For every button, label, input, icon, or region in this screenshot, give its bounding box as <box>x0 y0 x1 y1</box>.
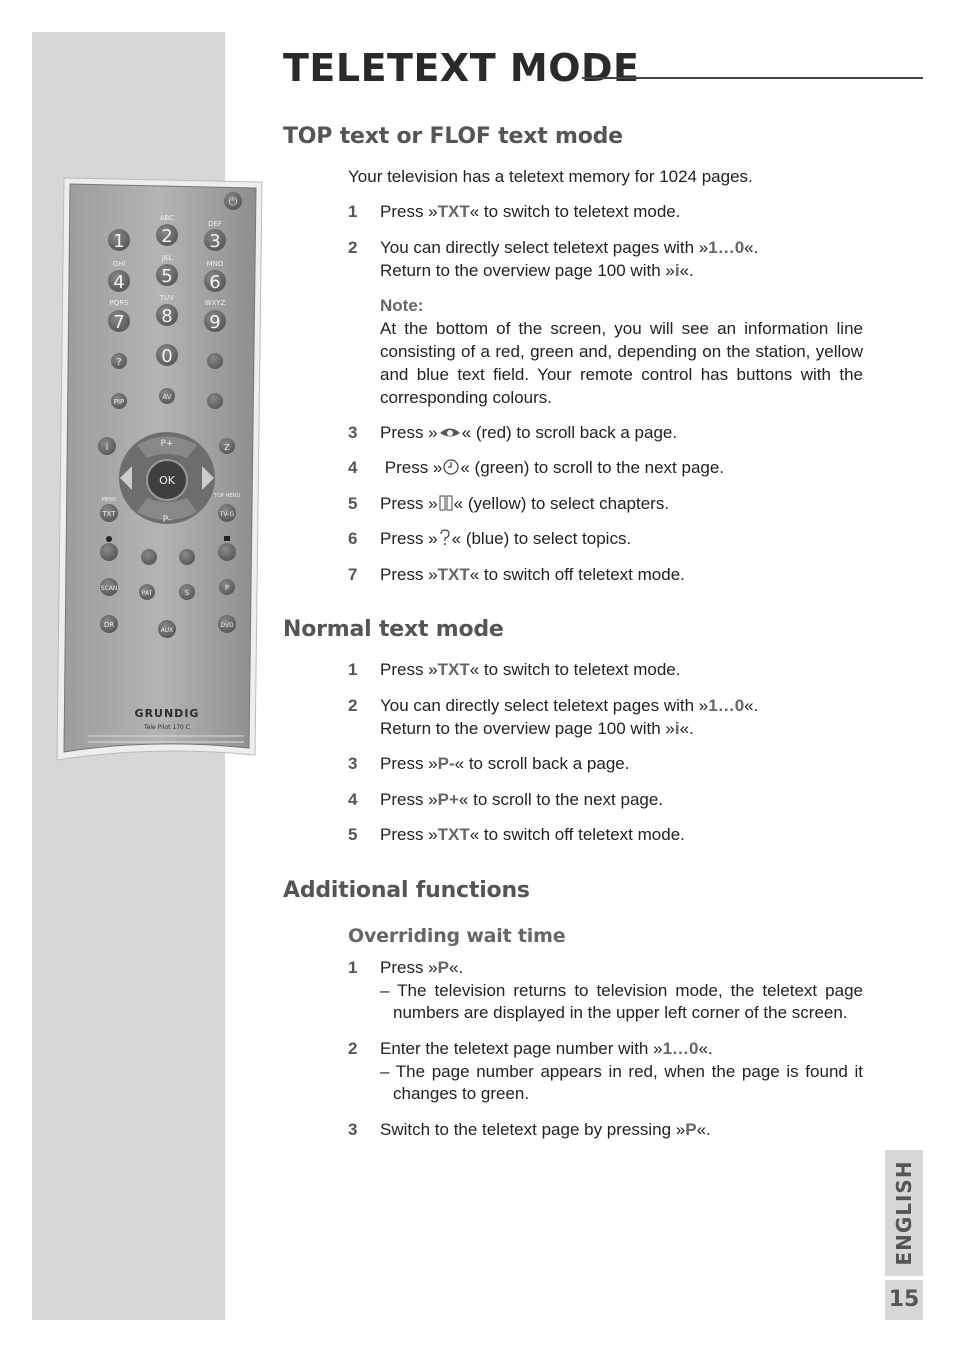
remote-label-pminus: P- <box>162 515 172 525</box>
heading-normal-text: Normal text mode <box>283 617 504 642</box>
heading-top-text: TOP text or FLOF text mode <box>283 124 623 149</box>
remote-key-3: 3 <box>209 231 221 252</box>
eye-icon <box>439 426 461 440</box>
note-block: Note: At the bottom of the screen, you will see an information line consisting of a red, green and, depending on the station, yellow and blue text field. Your remote control has buttons with the corresponding colours. <box>380 296 863 407</box>
remote-key-8: 8 <box>161 306 173 327</box>
clock-icon <box>443 459 459 475</box>
remote-label-z: Z <box>224 443 230 452</box>
remote-key-0: 0 <box>161 346 173 367</box>
remote-label-ok: OK <box>159 474 175 487</box>
svg-text:?: ? <box>116 357 122 368</box>
remote-control-illustration <box>52 170 267 770</box>
additional-step-2-detail: – The page number appears in red, when the page is found it changes to green. <box>380 1062 863 1103</box>
remote-key-2: 2 <box>161 226 173 247</box>
remote-label-p: P <box>224 584 230 592</box>
remote-label-topmenu: TOP MENU <box>213 493 241 499</box>
remote-label-pip: PIP <box>113 398 125 406</box>
remote-model: Tele Pilot 170 C <box>144 724 190 731</box>
language-tab: ENGLISH <box>885 1150 923 1276</box>
remote-key-1: 1 <box>113 231 125 252</box>
topic-question-icon <box>439 529 451 546</box>
remote-letters-abc: ABC <box>159 214 175 222</box>
chapter-icon <box>439 495 453 511</box>
remote-letters-def: DEF <box>208 220 222 228</box>
remote-label-dr: DR <box>103 621 115 629</box>
remote-label-av: AV <box>162 393 172 401</box>
svg-text:⏻: ⏻ <box>228 195 238 208</box>
page-title: TELETEXT MODE <box>283 46 640 90</box>
remote-letters-wxyz: WXYZ <box>204 299 226 307</box>
remote-label-s: S <box>184 589 190 597</box>
remote-label-dvd: DVD <box>220 622 234 629</box>
remote-label-scan: SCAN <box>100 585 118 592</box>
remote-key-5: 5 <box>161 266 173 287</box>
remote-label-pplus: P+ <box>160 439 174 449</box>
title-rule <box>582 77 923 79</box>
remote-label-aux: AUX <box>160 627 174 634</box>
heading-additional-functions: Additional functions <box>283 878 530 903</box>
additional-step-1-detail: – The television returns to television mode, the teletext page numbers are displayed in the upper left corner of the screen. <box>380 981 863 1022</box>
remote-letters-mno: MNO <box>206 260 224 268</box>
remote-letters-tuv: TUV <box>159 294 175 302</box>
remote-key-6: 6 <box>209 272 221 293</box>
remote-label-pat: PAT <box>141 590 153 597</box>
subheading-overriding-wait-time: Overriding wait time <box>348 925 566 947</box>
remote-letters-ghi: GHI <box>112 260 126 268</box>
remote-letters-jkl: JKL <box>161 254 173 262</box>
remote-letters-pqrs: PQRS <box>109 299 129 307</box>
remote-label-info: i <box>105 442 109 453</box>
remote-label-txt: TXT <box>102 510 116 518</box>
remote-label-menu: MENU <box>101 497 117 503</box>
remote-key-7: 7 <box>113 312 125 333</box>
page-number: 15 <box>885 1280 923 1320</box>
remote-key-4: 4 <box>113 272 125 293</box>
remote-key-9: 9 <box>209 312 221 333</box>
remote-label-tvg: TV-G <box>219 511 235 518</box>
intro-text: Your television has a teletext memory for 1024 pages. <box>348 167 753 186</box>
remote-brand: GRUNDIG <box>134 707 200 720</box>
